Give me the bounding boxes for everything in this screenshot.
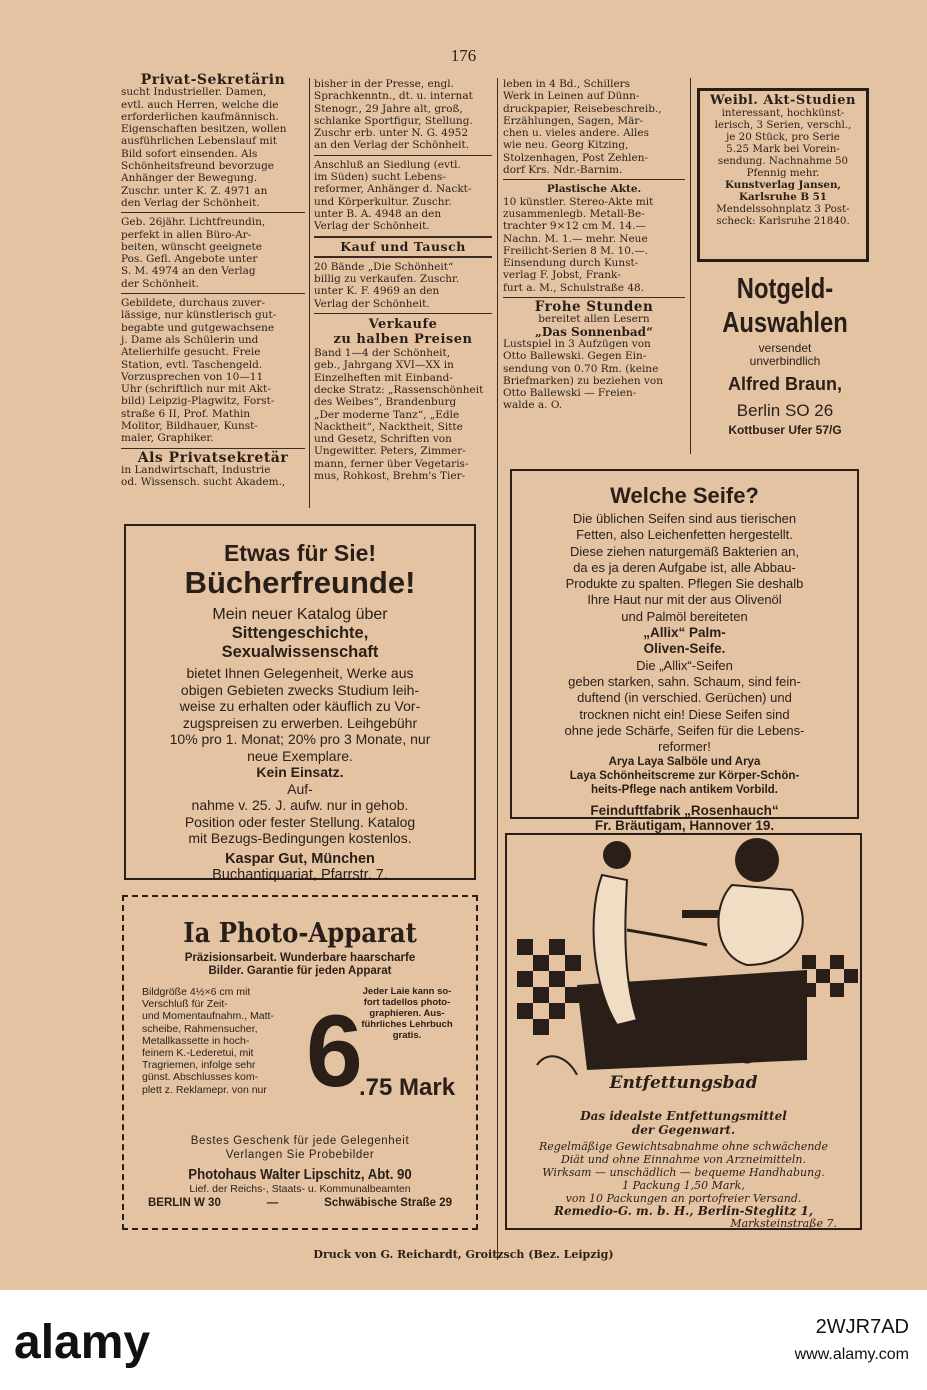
column-rule: [497, 78, 498, 1260]
shop-name: Photohaus Walter Lipschitz, Abt. 90: [188, 1166, 412, 1183]
ad-headline: Welche Seife?: [610, 483, 759, 508]
divider: [121, 448, 305, 449]
brand-name: Remedio: [607, 1032, 760, 1072]
classified-text: interessant, hochkünst- lerisch, 3 Serien, verschl., je 20 Stück, pro Serie 5.25 Mark bei Vorein- sendung. Nachnahme 50 Pfennig mehr.: [714, 107, 852, 179]
divider: [503, 179, 685, 180]
ad-title: Weibl. Akt-Studien: [710, 93, 856, 108]
classified-text: bisher in der Presse, engl. Sprachkenntn., dt. u. internat Stenogr., 29 Jahre alt, groß, schlanke Sportfigur, Stellung. Zuschr erb. unter N. G. 4952 an den Verlag der Schönheit.: [314, 78, 473, 152]
stock-url: www.alamy.com: [794, 1346, 909, 1363]
ad-text: Arya Laya Salböle und Arya Laya Schönheitscreme zur Körper-Schön- heits-Pflege nach antikem Vorbild.: [569, 756, 800, 797]
dash: —: [266, 1197, 279, 1209]
ad-title: Notgeld- Auswahlen: [722, 273, 848, 339]
catalog-topic: Sittengeschichte, Sexualwissenschaft: [221, 624, 379, 661]
classified-text: leben in 4 Bd., Schillers Werk in Leinen auf Dünn- druckpapier, Reisebeschreib., Erzählungen, Sagen, Mär- chen u. vieles andere. Alles wie neu. Georg Kitzing, Stolzenhagen, Post Zehlen- dorf Krs. Ndr.-Barnim.: [503, 78, 662, 177]
divider: [314, 256, 492, 258]
ad-headline: Bücherfreunde!: [184, 565, 416, 600]
ad-akt-studien: [697, 88, 869, 262]
classified-text: 20 Bände „Die Schönheit“ billig zu verkaufen. Zuschr. unter K. F. 4969 an den Verlag der Schönheit.: [314, 260, 460, 310]
ad-remedio: [505, 833, 862, 1230]
address: Mendelssohnplatz 3 Post- scheck: Karlsruhe 21840.: [716, 203, 850, 227]
ad-text: Bestes Geschenk für jede Gelegenheit Verlangen Sie Probebilder: [190, 1135, 410, 1161]
ad-title: Frohe Stunden: [534, 299, 654, 316]
classified-text: 10 künstler. Stereo-Akte mit zusammenlegb. Metall-Be- trachter 9×12 cm M. 14.— Nachn. M. 1.— mehr. Neue Freilicht-Serien 8 M. 10.—. Einsendung durch Kunst- verlag F. Jobst, Frank- furt a. M., Schulstraße 48.: [503, 195, 654, 294]
ad-title: Als Privatsekretär: [137, 449, 289, 466]
company-street: Marksteinstraße 7.: [730, 1217, 837, 1230]
seller-street: Kottbuser Ufer 57/G: [728, 423, 842, 437]
classified-text: in Landwirtschaft, Industrie od. Wissensch. sucht Akadem.,: [121, 463, 286, 489]
seller-name: Kaspar Gut, München: [225, 850, 375, 867]
company-name: Remedio-G. m. b. H., Berlin-Steglitz 1,: [553, 1204, 814, 1218]
classified-text: Lustspiel in 3 Aufzügen von Otto Ballewski. Gegen Ein- sendung von 0.70 Rm. (keine Briefmarken) zu beziehen von Otto Ballewski — Freien- walde a. O.: [503, 337, 663, 412]
shop-street: Schwäbische Straße 29: [324, 1197, 452, 1209]
ad-notgeld: [695, 272, 875, 437]
camera-claim: Jeder Laie kann so- fort tadellos photo- graphieren. Aus- führliches Lehrbuch gratis.: [361, 986, 453, 1041]
shop-city: BERLIN W 30: [148, 1197, 221, 1209]
ad-text: bietet Ihnen Gelegenheit, Werke aus obigen Gebieten zwecks Studium leih- weise zu erhalten oder käuflich zu Vor- zugspreisen zu erwerben. Leihgebühr 10% pro 1. Monat; 20% pro 3 Monate, nur neue Exemplare.: [169, 665, 431, 764]
ad-subtitle: Präzisionsarbeit. Wunderbare haarscharfe Bilder. Garantie für jeden Apparat: [184, 952, 416, 977]
classified-text: Gebildete, durchaus zuver- lässige, nur künstlerisch gut- begabte und gutgewachsene j. Dame als Schülerin und Atelierhilfe gesucht. Freie Station, evtl. Taschengeld. Vorzusprechen von 10—11 Uhr (schriftlich nur mit Akt- bild) Leipzig-Plagwitz, Forst- straße 6 II, Prof. Mathin Molitor, Bildhauer, Kunst- maler, Graphiker.: [121, 297, 277, 445]
maker-address: Fr. Bräutigam, Hannover 19.: [594, 818, 775, 834]
ad-buecherfreunde: [124, 524, 476, 883]
printer-imprint: Druck von G. Reichardt, Groitzsch (Bez. Leipzig): [313, 1248, 614, 1261]
divider: [314, 313, 492, 314]
price-rest: .75 Mark: [359, 1074, 456, 1101]
section-header: Kauf und Tausch: [340, 238, 466, 254]
classified-column-1: [121, 74, 305, 489]
divider: [121, 212, 305, 213]
show-title: „Das Sonnenbad“: [535, 324, 653, 339]
ad-welche-seife: [510, 469, 859, 834]
classified-text: Anschluß an Siedlung (evtl. im Süden) sucht Lebens- reformer, Anhänger d. Nackt- und Körperkultur. Zuschr. unter B. A. 4948 an den Verlag der Schönheit.: [314, 158, 472, 233]
seller-address: Buchantiquariat, Pfarrstr. 7.: [212, 866, 388, 883]
ad-emphasis: Kein Einsatz.: [256, 764, 344, 780]
classified-text: Geb. 26jähr. Lichtfreundin, perfekt in allen Büro-Ar- beiten, wünscht geeignete Pos. Gefl. Angebote unter S. M. 4974 an den Verlag der Schönheit.: [121, 216, 266, 290]
ad-title: Privat-Sekretärin: [140, 72, 286, 88]
ad-headline: Ia Photo-Apparat: [183, 918, 417, 949]
ad-headline: Etwas für Sie!: [223, 540, 377, 566]
product-name: „Allix“ Palm- Oliven-Seife.: [643, 625, 726, 657]
ad-text: Mein neuer Katalog über: [212, 606, 388, 623]
page-number: 176: [450, 46, 477, 65]
publisher: Kunstverlag Jansen, Karlsruhe B 51: [724, 179, 842, 203]
ad-text: Die „Allix“-Seifen geben starken, sahn. Schaum, sind fein- duftend (in verschied. Gerüchen) und trocknen nicht ein! Diese Seifen sind ohne jede Schärfe, Seifen für die Lebens- reformer!: [564, 657, 805, 755]
svg-text:alamy: alamy: [14, 1316, 151, 1369]
stock-footer: [0, 1290, 927, 1390]
ad-text: Die üblichen Seifen sind aus tierischen Fetten, also Leichenfetten hergestellt. Diese ziehen naturgemäß Bakterien an, da es ja deren Aufgabe ist, alle Abbau- Produkte zu spalten. Pflegen Sie deshalb Ihre Haut nur mit der aus Olivenöl und Palmöl bereiteten: [565, 511, 804, 624]
alamy-logo: [14, 1312, 214, 1372]
ad-photo-apparat: [122, 895, 478, 1230]
ad-text: Lief. der Reichs-, Staats- u. Kommunalbeamten: [189, 1183, 411, 1195]
divider: [314, 155, 492, 156]
divider: [503, 297, 685, 298]
ad-text: Regelmäßige Gewichtsabnahme ohne schwächende Diät und ohne Einnahme von Arzneimitteln. Wirksam — unschädlich — bequeme Handhabung. 1 Packung 1,50 Mark, von 10 Packungen an portofreier Versand.: [538, 1140, 829, 1205]
ad-headline: Das idealste Entfettungsmittel der Gegenwart.: [580, 1109, 787, 1137]
classified-text: Band 1—4 der Schönheit, geb., Jahrgang XVI—XX in Einzelheften mit Einband- decke Stratz: „Rassenschönheit des Weibes“, Brandenburg „Der moderne Tanz“, „Edle Nacktheit“, Nacktheit, Sitte und Gesetz, Schriften von Ungewitter. Peters, Zimmer- mann, ferner über Vegetaris- mus, Rohkost, Brehm's Tier-: [314, 347, 484, 483]
classified-text: sucht Industrieller. Damen, evtl. auch Herren, welche die erforderlichen kaufmännisch. Eigenschaften besitzen, wollen ausführlichen Lebenslauf mit Bild sofort einsenden. Als Schönheitsfreund bevorzuge Anhänger der Bewegung. Zuschr. unter K. Z. 4971 an den Verlag der Schönheit.: [121, 86, 287, 209]
camera-specs: Bildgröße 4½×6 cm mit Verschluß für Zeit- und Momentaufnahm., Matt- scheibe, Rahmensucher, Metallkassette in hoch- feinem K.-Lederetui, mit Tragriemen, infolge sehr günst. Abschlusses kom- plett z. Reklamepr. von nur: [142, 986, 274, 1096]
ad-subtitle: bereitet allen Lesern: [538, 313, 650, 326]
ad-text: Auf- nahme v. 25. J. aufw. nur in gehob. Position oder fester Stellung. Katalog mit Bezugs-Bedingungen kostenlos.: [184, 780, 416, 846]
maker-name: Feinduftfabrik „Rosenhauch“: [590, 803, 779, 819]
ad-title: Plastische Akte.: [546, 183, 642, 196]
divider: [314, 236, 492, 238]
ad-subtitle: versendet unverbindlich: [749, 341, 821, 368]
seller-city: Berlin SO 26: [736, 401, 834, 420]
seller-name: Alfred Braun,: [727, 374, 842, 394]
product-name: Entfettungsbad: [609, 1073, 758, 1093]
classified-column-3: [503, 78, 685, 412]
column-rule: [309, 78, 310, 508]
ad-title: Verkaufe zu halben Preisen: [333, 317, 473, 348]
column-rule: [690, 78, 691, 454]
classified-column-2: [314, 78, 492, 482]
divider: [121, 293, 305, 294]
price-big-digit: 6: [306, 994, 363, 1108]
stock-image-id: 2WJR7AD: [815, 1316, 909, 1338]
